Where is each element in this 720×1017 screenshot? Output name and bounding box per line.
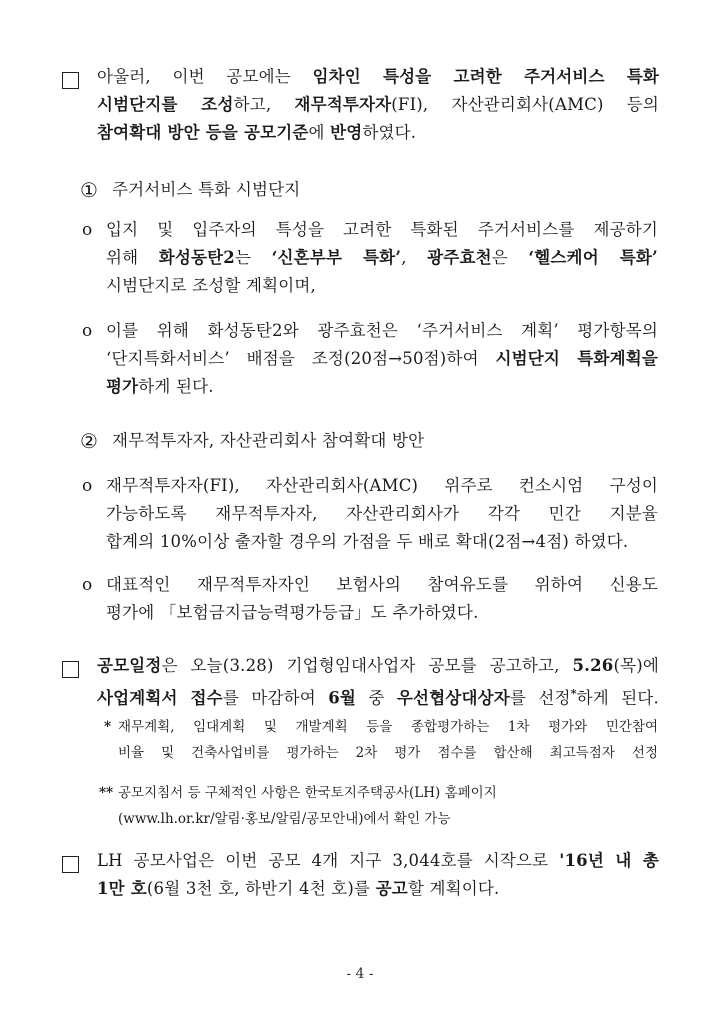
paragraph-schedule [97, 652, 659, 713]
bold-text: ‘신혼부부 특화’ [271, 248, 402, 267]
bold-text: 공모일정 [97, 656, 162, 675]
text-run: LH 공모사업은 이번 공모 4개 지구 3,044호를 시작으로 [97, 851, 560, 870]
text-line [106, 244, 658, 272]
text-line [112, 176, 652, 204]
bold-text: 우선협상대상자 [396, 688, 510, 708]
text-line [106, 500, 658, 528]
text-line [106, 528, 658, 556]
bullet-1a [106, 216, 658, 300]
text-line [97, 680, 659, 713]
bold-text: 5.26 [572, 656, 614, 675]
text-line [97, 875, 659, 903]
text-run: 할 계획이다. [407, 879, 500, 898]
checkbox-bullet-icon [62, 856, 79, 873]
text-run: (6월 3천 호, 하반기 4천 호)를 [146, 879, 376, 898]
text-line [106, 317, 658, 345]
bold-text: ‘헬스케어 특화’ [528, 248, 659, 267]
text-line [97, 119, 659, 147]
text-line [106, 373, 658, 401]
text-run: 중 [356, 688, 397, 708]
text-run: 하였다. [362, 123, 417, 142]
text-run: 재무계획, 임대계획 및 개발계획 등을 종합평가하는 1차 평가와 민간참여 [118, 719, 658, 735]
bold-text: '16년 내 총 [559, 851, 660, 870]
text-line [106, 272, 658, 300]
text-run: 입지 및 입주자의 특성을 고려한 특화된 주거서비스를 제공하기 [106, 220, 658, 239]
bold-text: 반영 [330, 123, 363, 142]
text-line [106, 472, 658, 500]
note-evaluation [118, 714, 658, 766]
bold-text: * [570, 687, 577, 700]
text-line [106, 571, 658, 599]
text-line [97, 91, 659, 119]
paragraph-lh-plan [97, 847, 659, 903]
text-line [112, 427, 652, 455]
text-run: 은 [491, 248, 529, 267]
text-run: 가능하도록 재무적투자자, 자산관리회사가 각각 민간 지분율 [106, 504, 658, 523]
text-line [118, 740, 658, 766]
asterisk-note-marker: * [104, 719, 112, 735]
circle-bullet-icon: o [82, 220, 93, 240]
text-run: 합계의 10%이상 출자할 경우의 가점을 두 배로 확대(2점→4점) 하였다. [106, 532, 629, 551]
text-run: , [401, 248, 428, 267]
bold-text: 1만 호 [97, 879, 147, 898]
checkbox-bullet-icon [62, 661, 79, 678]
text-run: 는 [234, 248, 272, 267]
text-line [106, 216, 658, 244]
circled-number-1: ① [80, 178, 98, 202]
text-run: 하고, [233, 95, 295, 114]
bold-text: 시범단지 특화계획을 [495, 349, 658, 368]
circled-number-2: ② [80, 429, 98, 453]
text-run: (www.lh.or.kr/알림·홍보/알림/공모안내)에서 확인 가능 [118, 811, 451, 827]
text-run: (목)에 [613, 656, 659, 675]
text-run: 재무적투자자, 자산관리회사 참여확대 방안 [112, 431, 425, 450]
text-run: 주거서비스 특화 시범단지 [112, 180, 301, 199]
text-line [97, 847, 659, 875]
checkbox-bullet-icon [62, 72, 79, 89]
page-number: - 4 - [346, 966, 374, 982]
text-run: 를 마감하여 [222, 688, 329, 708]
bold-text: 광주효천 [427, 248, 492, 267]
bold-text: 6월 [328, 688, 357, 708]
bold-text: 시범단지를 조성 [97, 95, 234, 114]
text-run: 에 [308, 123, 331, 142]
text-run: 하게 된다. [138, 377, 214, 396]
bold-text: 화성동탄2 [158, 248, 235, 267]
text-line [118, 714, 658, 740]
bullet-2a [106, 472, 658, 556]
text-line [97, 63, 659, 91]
text-run: (FI), 자산관리회사(AMC) 등의 [391, 95, 660, 114]
circle-bullet-icon: o [82, 575, 93, 595]
bullet-1b [106, 317, 658, 401]
bold-text: 참여확대 방안 등을 공모기준 [97, 123, 309, 142]
text-line [106, 345, 658, 373]
bold-text: 평가 [106, 377, 139, 396]
text-line [118, 780, 538, 806]
paragraph-intro [97, 63, 659, 147]
bold-text: 재무적투자자 [294, 95, 392, 114]
text-line [118, 806, 538, 832]
text-run: 비율 및 건축사업비를 평가하는 2차 평가 점수를 합산해 최고득점자 선정 [118, 745, 658, 761]
text-line [97, 652, 659, 680]
circle-bullet-icon: o [82, 476, 93, 496]
text-run: 공모지침서 등 구체적인 사항은 한국토지주택공사(LH) 홈페이지 [118, 785, 497, 801]
section-heading-2 [112, 427, 652, 455]
bold-text: 사업계획서 접수 [97, 688, 223, 708]
bold-text: 공고 [375, 879, 408, 898]
text-run: 평가에 「보험금지급능력평가등급」도 추가하였다. [106, 603, 479, 622]
text-run: 재무적투자자(FI), 자산관리회사(AMC) 위주로 컨소시엄 구성이 [106, 476, 658, 495]
text-run: 이를 위해 화성동탄2와 광주효천은 ‘주거서비스 계획’ 평가항목의 [106, 321, 658, 340]
text-run: 하게 된다. [576, 688, 659, 708]
text-run: 대표적인 재무적투자자인 보험사의 참여유도를 위하여 신용도 [106, 575, 658, 594]
text-run: ‘단지특화서비스’ 배점을 조정(20점→50점)하여 [106, 349, 496, 368]
bullet-2b [106, 571, 658, 627]
circle-bullet-icon: o [82, 321, 93, 341]
text-line [106, 599, 658, 627]
text-run: 를 선정 [509, 688, 571, 708]
double-asterisk-note-marker: ** [99, 785, 114, 801]
note-guidelines [118, 780, 538, 832]
text-run: 시범단지로 조성할 계획이며, [106, 276, 317, 295]
section-heading-1 [112, 176, 652, 204]
bold-text: 임차인 특성을 고려한 주거서비스 특화 [312, 67, 659, 86]
text-run: 은 오늘(3.28) 기업형임대사업자 공모를 공고하고, [161, 656, 573, 675]
text-run: 아울러, 이번 공모에는 [97, 67, 313, 86]
text-run: 위해 [106, 248, 159, 267]
